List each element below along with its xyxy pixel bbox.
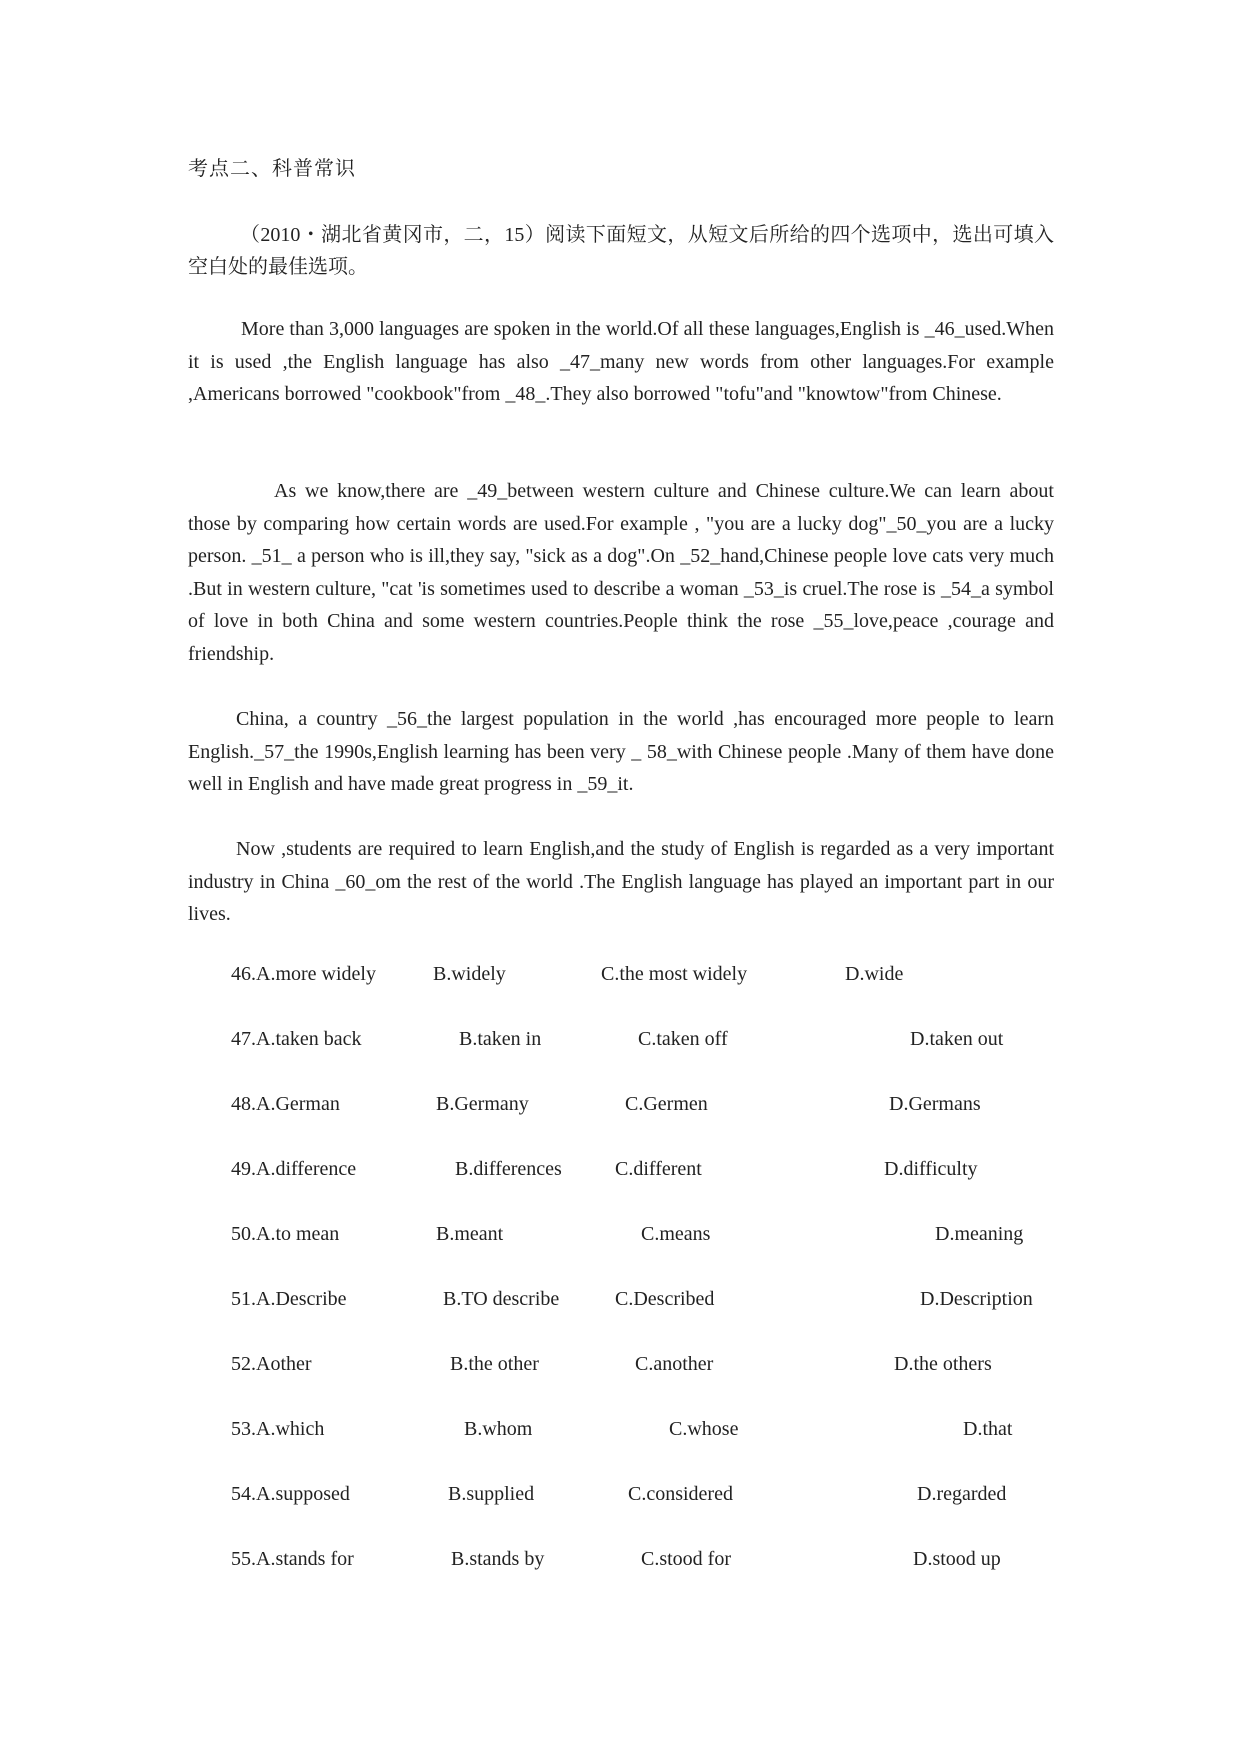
question-row: [0, 1548, 1241, 1578]
option-d: D.taken out: [910, 1028, 1004, 1050]
option-a: 55.A.stands for: [231, 1548, 354, 1570]
option-a: 54.A.supposed: [231, 1483, 350, 1505]
option-a: 46.A.more widely: [231, 963, 376, 985]
option-b: B.differences: [455, 1158, 562, 1180]
question-row: [0, 963, 1241, 993]
question-row: [0, 1158, 1241, 1188]
passage-paragraph-3: China, a country _56_the largest population in the world ,has encouraged more people to learn English._57_the 1990s,English learning has been very _ 58_with Chinese people .Many of them have done well in English and have made great progress in _59_it.: [188, 708, 1054, 795]
option-a: 52.Aother: [231, 1353, 312, 1375]
option-a: 49.A.difference: [231, 1158, 357, 1180]
section-title: 考点二、科普常识: [188, 158, 356, 180]
passage-paragraph-2: As we know,there are _49_between western culture and Chinese culture.We can learn about those by comparing how certain words are used.For example , "you are a lucky dog"_50_you are a lucky person. _51_ a person who is ill,they say, "sick as a dog".On _52_hand,Chinese people love cats very much .But in western culture, "cat 'is sometimes used to describe a woman _53_is cruel.The rose is _54_a symbol of love in both China and some western countries.People think the rose _55_love,peace ,courage and friendship.: [188, 480, 1054, 665]
option-a: 50.A.to mean: [231, 1223, 340, 1245]
option-a: 53.A.which: [231, 1418, 325, 1440]
question-row: [0, 1483, 1241, 1513]
option-d: D.Description: [920, 1288, 1033, 1310]
option-d: D.stood up: [913, 1548, 1001, 1570]
option-c: C.taken off: [638, 1028, 728, 1050]
option-d: D.Germans: [889, 1093, 981, 1115]
question-row: [0, 1093, 1241, 1123]
option-d: D.meaning: [935, 1223, 1024, 1245]
option-c: C.Described: [615, 1288, 715, 1310]
option-b: B.whom: [464, 1418, 533, 1440]
option-c: C.another: [635, 1353, 714, 1375]
question-row: [0, 1418, 1241, 1448]
option-b: B.meant: [436, 1223, 504, 1245]
option-b: B.supplied: [448, 1483, 535, 1505]
option-c: C.considered: [628, 1483, 733, 1505]
passage-paragraph-4: Now ,students are required to learn English,and the study of English is regarded as a very important industry in China _60_om the rest of the world .The English language has played an important part in our lives.: [188, 838, 1054, 925]
option-c: C.means: [641, 1223, 711, 1245]
option-c: C.different: [615, 1158, 702, 1180]
option-b: B.TO describe: [443, 1288, 560, 1310]
option-d: D.difficulty: [884, 1158, 978, 1180]
option-c: C.whose: [669, 1418, 739, 1440]
option-c: C.stood for: [641, 1548, 731, 1570]
option-b: B.stands by: [451, 1548, 545, 1570]
option-d: D.that: [963, 1418, 1013, 1440]
option-b: B.Germany: [436, 1093, 529, 1115]
option-b: B.the other: [450, 1353, 539, 1375]
option-b: B.taken in: [459, 1028, 542, 1050]
intro-instructions: （2010・湖北省黄冈市，二，15）阅读下面短文，从短文后所给的四个选项中，选出可填入空白处的最佳选项。: [188, 224, 1054, 278]
option-d: D.regarded: [917, 1483, 1007, 1505]
option-c: C.the most widely: [601, 963, 748, 985]
option-d: D.the others: [894, 1353, 992, 1375]
option-c: C.Germen: [625, 1093, 708, 1115]
option-a: 48.A.German: [231, 1093, 340, 1115]
passage-paragraph-1: More than 3,000 languages are spoken in the world.Of all these languages,English is _46_used.When it is used ,the English language has also _47_many new words from other languages.For example ,Americans borrowed "cookbook"from _48_.They also borrowed "tofu"and "knowtow"from Chinese.: [188, 318, 1054, 405]
option-d: D.wide: [845, 963, 904, 985]
option-a: 51.A.Describe: [231, 1288, 347, 1310]
question-row: [0, 1288, 1241, 1318]
question-row: [0, 1353, 1241, 1383]
option-a: 47.A.taken back: [231, 1028, 362, 1050]
question-row: [0, 1028, 1241, 1058]
option-b: B.widely: [433, 963, 506, 985]
question-row: [0, 1223, 1241, 1253]
